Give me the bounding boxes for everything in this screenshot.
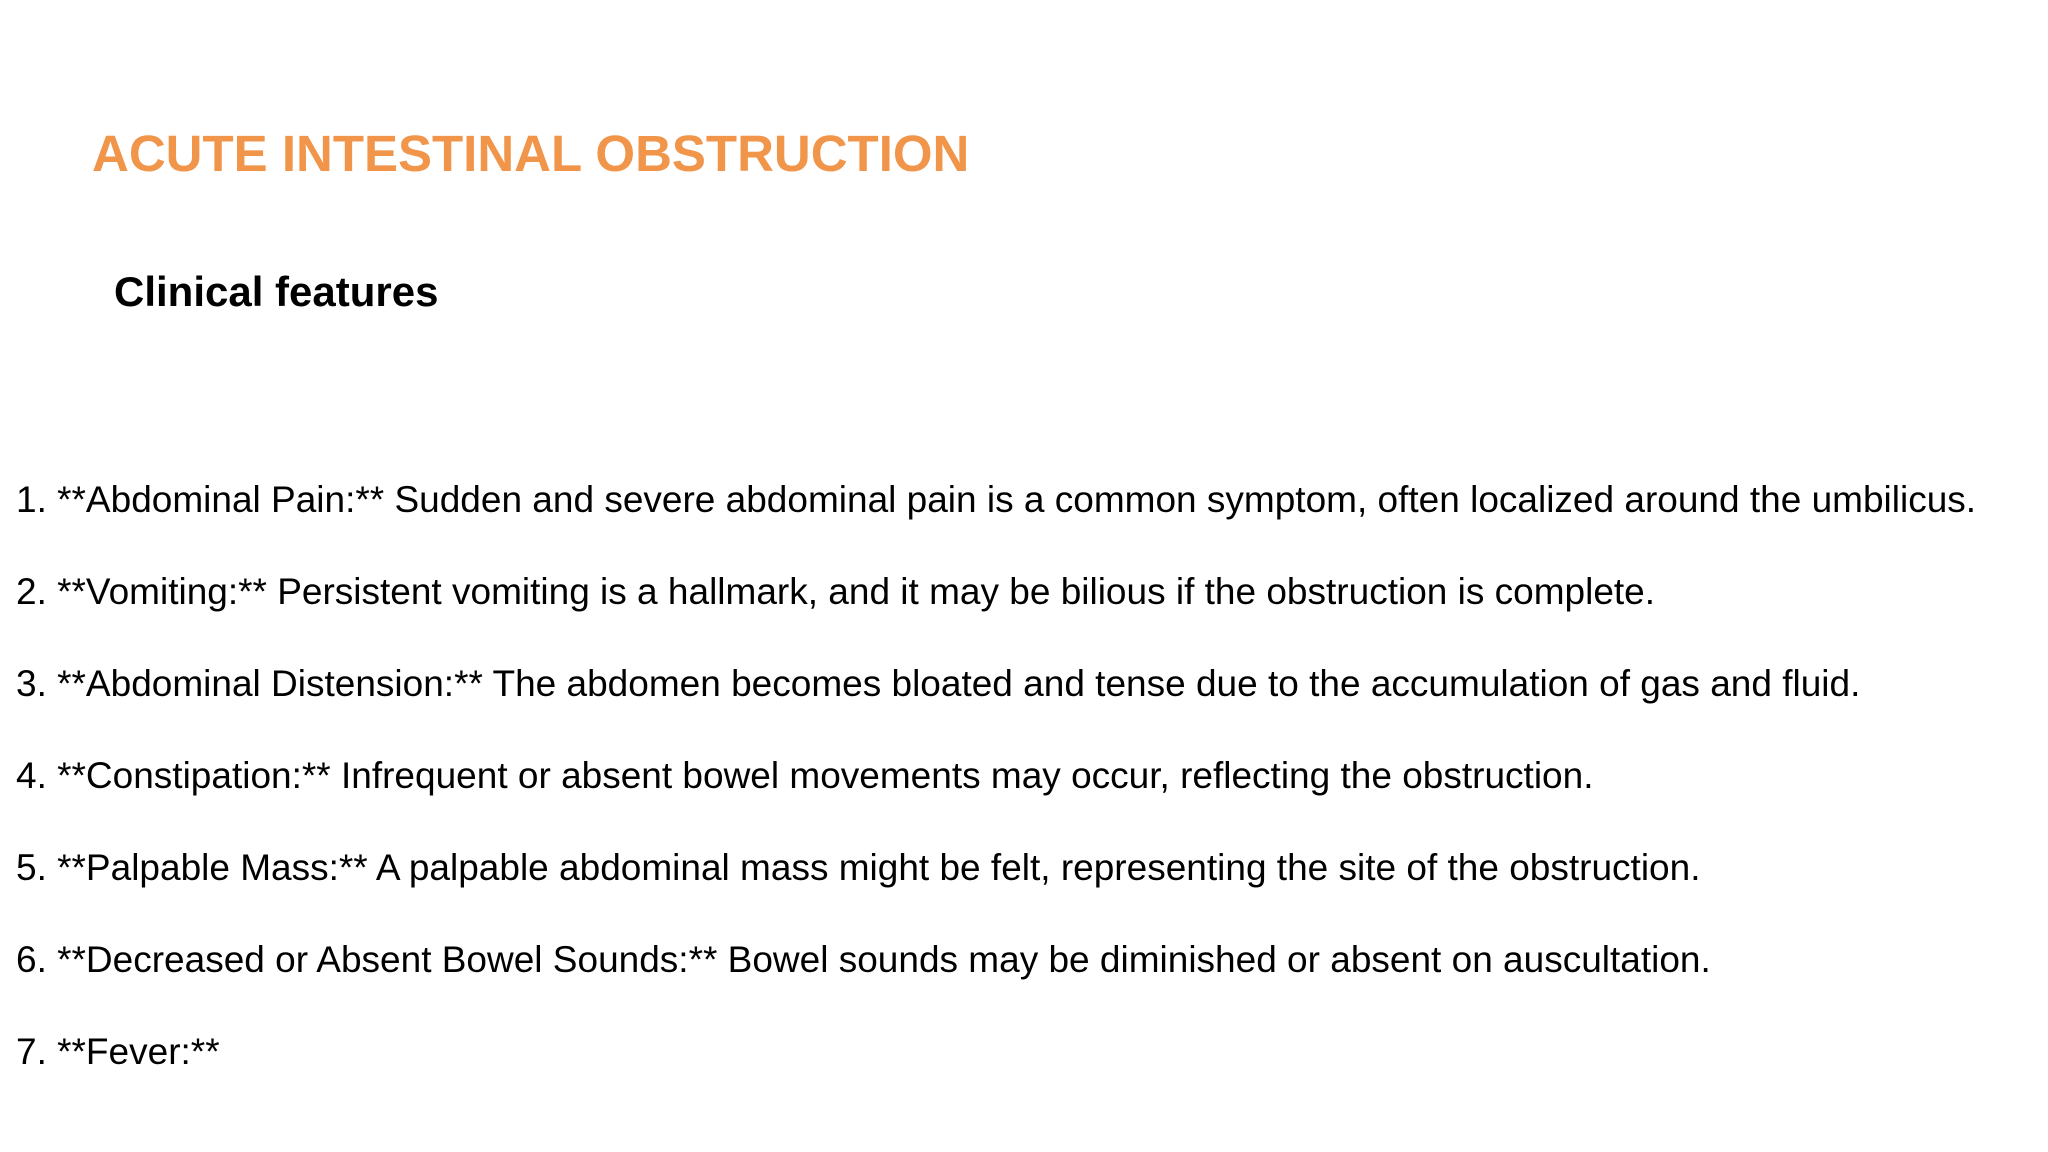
- clinical-features-list: [16, 472, 2044, 1116]
- slide-title: ACUTE INTESTINAL OBSTRUCTION: [92, 125, 970, 182]
- feature-item-bowel-sounds: 6. **Decreased or Absent Bowel Sounds:** Bowel sounds may be diminished or absent on auscultation.: [16, 939, 1711, 980]
- feature-item-abdominal-pain: 1. **Abdominal Pain:** Sudden and severe abdominal pain is a common symptom, often localized around the umbilicus.: [16, 479, 1977, 520]
- feature-item-fever: 7. **Fever:**: [16, 1031, 220, 1072]
- slide-subtitle: Clinical features: [114, 268, 439, 315]
- feature-item-abdominal-distension: 3. **Abdominal Distension:** The abdomen becomes bloated and tense due to the accumulation of gas and fluid.: [16, 663, 1861, 704]
- feature-item-constipation: 4. **Constipation:** Infrequent or absent bowel movements may occur, reflecting the obstruction.: [16, 755, 1594, 796]
- feature-item-palpable-mass: 5. **Palpable Mass:** A palpable abdominal mass might be felt, representing the site of the obstruction.: [16, 847, 1701, 888]
- feature-item-vomiting: 2. **Vomiting:** Persistent vomiting is a hallmark, and it may be bilious if the obstruction is complete.: [16, 571, 1656, 612]
